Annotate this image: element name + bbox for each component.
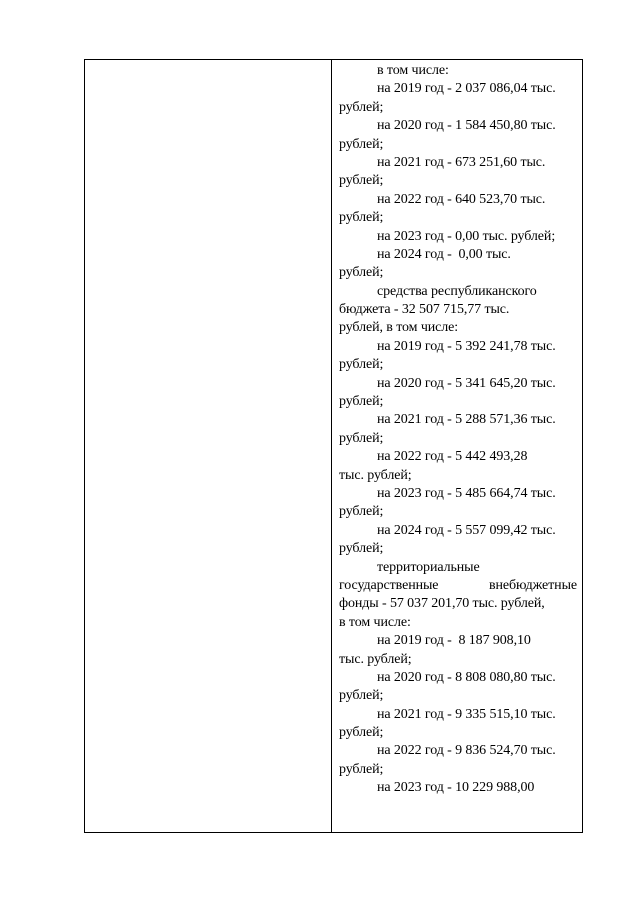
document-table xyxy=(84,59,583,833)
text-line: рублей; xyxy=(339,725,384,741)
text-line: в том числе: xyxy=(339,614,411,630)
text-line: на 2020 год - 5 341 645,20 тыс. xyxy=(377,375,556,391)
text-line: рублей; xyxy=(339,688,384,704)
text-line: на 2019 год - 5 392 241,78 тыс. xyxy=(377,338,556,354)
text-line: рублей; xyxy=(339,210,384,226)
text-line: на 2024 год - 0,00 тыс. xyxy=(377,246,511,262)
text-line: в том числе: xyxy=(377,63,449,78)
text-line: рублей; xyxy=(339,394,384,410)
left-table-cell xyxy=(85,60,331,832)
text-line: на 2023 год - 0,00 тыс. рублей; xyxy=(377,228,556,244)
text-line: на 2021 год - 673 251,60 тыс. xyxy=(377,154,546,170)
text-word: внебюджетные xyxy=(488,577,577,593)
text-line xyxy=(339,577,577,595)
text-line: на 2022 год - 9 836 524,70 тыс. xyxy=(377,743,556,759)
right-table-cell xyxy=(339,62,577,798)
text-line: рублей, в том числе: xyxy=(339,320,459,336)
text-line: рублей; xyxy=(339,761,384,777)
text-line: рублей; xyxy=(339,173,384,189)
text-line: рублей; xyxy=(339,430,384,446)
text-line: на 2024 год - 5 557 099,42 тыс. xyxy=(377,522,556,538)
text-line: на 2020 год - 8 808 080,80 тыс. xyxy=(377,669,556,685)
text-line: на 2023 год - 5 485 664,74 тыс. xyxy=(377,485,556,501)
column-divider xyxy=(331,60,332,832)
text-word: государственные xyxy=(339,577,439,593)
text-line: на 2023 год - 10 229 988,00 xyxy=(377,780,535,796)
text-line: рублей; xyxy=(339,541,384,557)
text-line: рублей; xyxy=(339,357,384,373)
text-line: рублей; xyxy=(339,99,384,115)
text-line: территориальные xyxy=(377,559,480,575)
text-line: тыс. рублей; xyxy=(339,651,412,667)
text-line: рублей; xyxy=(339,504,384,520)
text-line: тыс. рублей; xyxy=(339,467,412,483)
text-line: бюджета - 32 507 715,77 тыс. xyxy=(339,302,510,318)
text-line: рублей; xyxy=(339,136,384,152)
text-line: на 2020 год - 1 584 450,80 тыс. xyxy=(377,118,556,134)
text-line: рублей; xyxy=(339,265,384,281)
text-line: на 2021 год - 9 335 515,10 тыс. xyxy=(377,706,556,722)
text-line: фонды - 57 037 201,70 тыс. рублей, xyxy=(339,596,545,612)
text-line: на 2021 год - 5 288 571,36 тыс. xyxy=(377,412,556,428)
text-line: средства республиканского xyxy=(377,283,537,299)
text-line: на 2022 год - 5 442 493,28 xyxy=(377,449,528,465)
text-line: на 2022 год - 640 523,70 тыс. xyxy=(377,191,546,207)
text-line: на 2019 год - 2 037 086,04 тыс. xyxy=(377,81,556,97)
text-line: на 2019 год - 8 187 908,10 xyxy=(377,633,531,649)
